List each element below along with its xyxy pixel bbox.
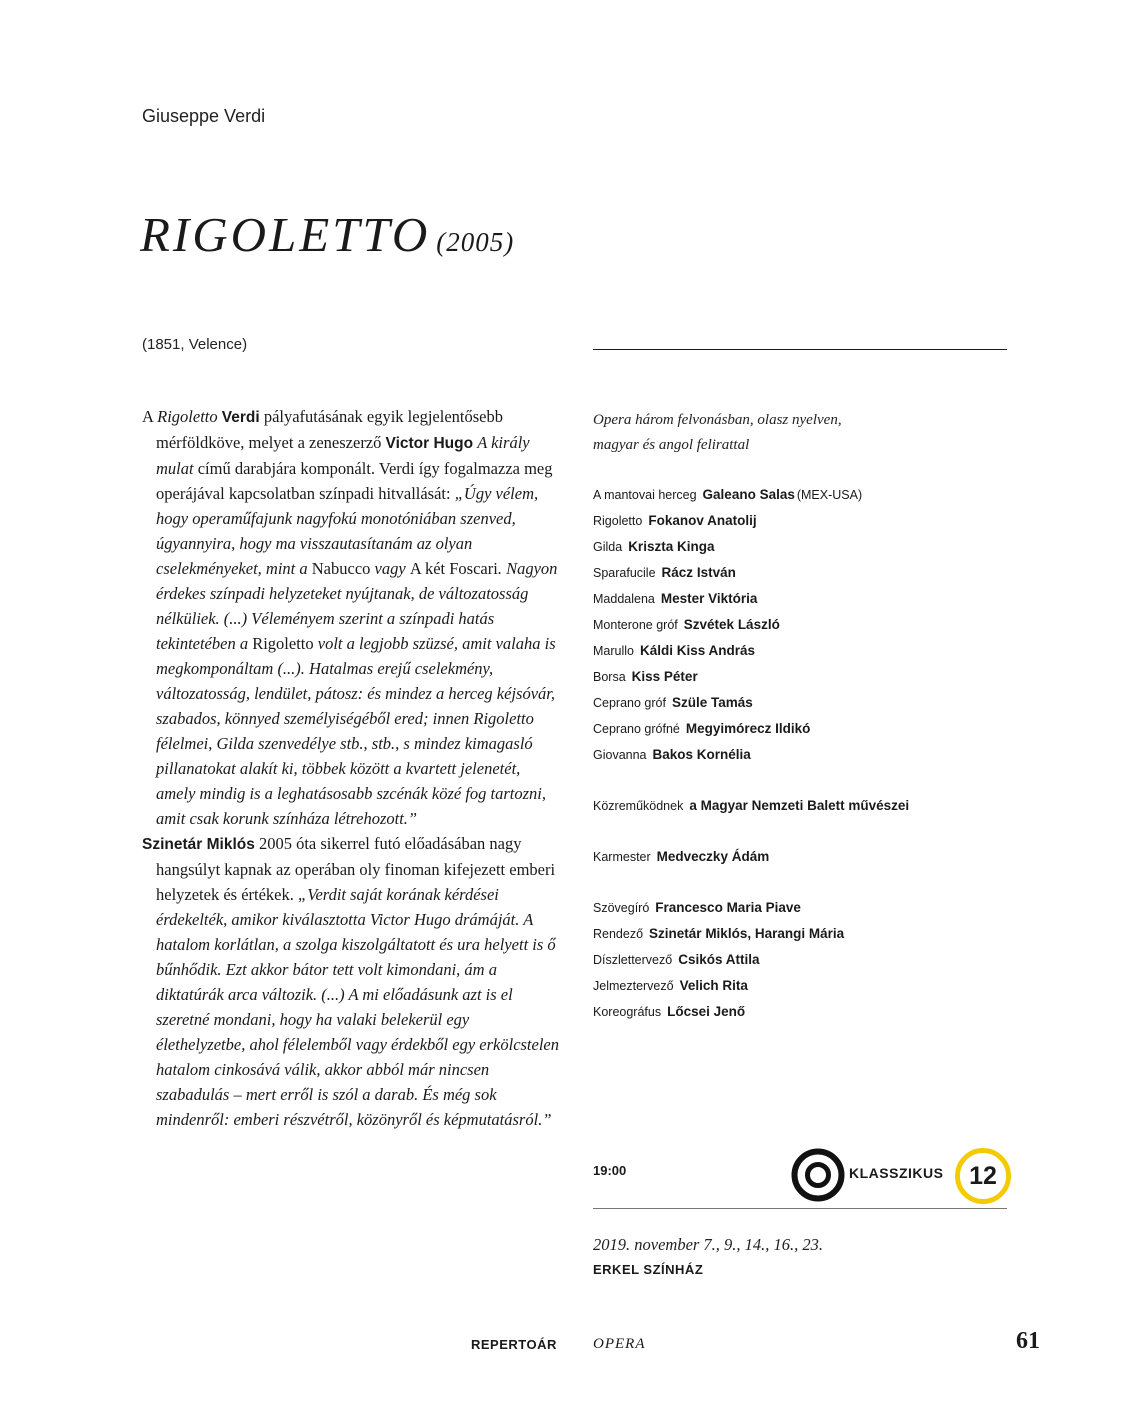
performance-dates: 2019. november 7., 9., 14., 16., 23. [593,1235,824,1254]
cast-row: Ceprano grófné Megyimórecz Ildikó [593,721,811,736]
cast-row: Ceprano gróf Szüle Tamás [593,695,753,710]
genre-line: Opera három felvonásban, olasz nyelven, [593,412,842,428]
cast-row: Giovanna Bakos Kornélia [593,747,751,762]
crew-row: Rendező Szinetár Miklós, Harangi Mária [593,926,845,941]
footer-section: REPERTOÁR [471,1337,557,1352]
divider-top [593,349,1007,350]
cast-list [593,482,1013,1025]
crew-row: Díszlettervező Csikós Attila [593,952,760,967]
divider-schedule [593,1208,1007,1209]
contributors-row: Közreműködnek a Magyar Nemzeti Balett művészei [593,798,910,813]
cast-row: A mantovai herceg Galeano Salas (MEX-USA) [593,487,863,502]
page-number: 61 [1016,1328,1040,1354]
title-year: (2005) [436,227,515,257]
cast-row: Gilda Kriszta Kinga [593,539,715,554]
footer-category: OPERA [593,1336,646,1352]
genre-info [593,408,1013,458]
cast-row: Sparafucile Rácz István [593,565,736,580]
title-text: RIGOLETTO [140,207,431,262]
article-body [142,404,560,1132]
crew-row: Koreográfus Lőcsei Jenő [593,1004,746,1019]
cast-row: Borsa Kiss Péter [593,669,698,684]
cast-row: Maddalena Mester Viktória [593,591,758,606]
show-time: 19:00 [593,1163,627,1178]
paragraph-production: Szinetár Miklós 2005 óta sikerrel futó előadásában nagy hangsúlyt kapnak az operában oly finoman kifejezett emberi helyzetek és értékek. „Verdit saját korának kérdései érdekelték, amikor kiválasztotta Victor Hugo drámáját. A hatalom korlátlan, a szolga kiszolgáltatott és ura helyett is ő bűnhődik. Ezt akkor bátor tett volt kimondani, ám a diktatúrák arca változik. (...) A mi előadásunk azt is el szeretné mondani, hogy ha valaki belekerül egy élethelyzetbe, ahol félelemből vagy érdekből egy erkölcstelen hatalom cinkosává válik, akkor abból már nincsen szabadulás – mert erről is szól a darab. És még sok mindenről: emberi részvétről, közönyről és képmutatásról.” [142,834,560,1129]
series-label: KLASSZIKUS [849,1165,944,1181]
cast-row: Rigoletto Fokanov Anatolij [593,513,757,528]
paragraph-intro: A Rigoletto Verdi pályafutásának egyik legjelentősebb mérföldköve, melyet a zeneszerző Victor Hugo A király mulat című darabjára komponált. Verdi így fogalmazza meg operájával kapcsolatban színpadi hitvallását: „Úgy vélem, hogy operaműfajunk nagyfokú monotóniában szenved, úgyannyira, hogy ma visszautasítanám az olyan cselekményeket, mint a Nabucco vagy A két Foscari. Nagyon érdekes színpadi helyzeteket nyújtanak, de változatosság nélküliek. (...) Véleményem szerint a színpadi hatás tekintetében a Rigoletto volt a legjobb szüzsé, amit valaha is megkomponáltam (...). Hatalmas erejű cselekmény, változatosság, lendület, pátosz: és mindez a herceg kéjsóvár, szabados, könnyed személyiségéből ered; innen Rigoletto félelmei, Gilda szenvedélye stb., stb., s mindez kimagasló pillanatokat alakít ki, többek között a kvartett jelenetét, amely mindig is a leghatásosabb szcénák közé fog tartozni, amit csak korunk színháza létrehozott.” [142,407,558,828]
genre-line: magyar és angol felirattal [593,437,750,453]
composer-name: Giuseppe Verdi [142,106,266,126]
age-rating-badge: 12 [955,1148,1011,1204]
cast-row: Monterone gróf Szvétek László [593,617,780,632]
venue: ERKEL SZÍNHÁZ [593,1262,704,1277]
conductor-row: Karmester Medveczky Ádám [593,849,770,864]
premiere-info: (1851, Velence) [142,336,248,353]
page-title [140,206,514,263]
cast-row: Marullo Káldi Kiss András [593,643,756,658]
crew-row: Szövegíró Francesco Maria Piave [593,900,801,915]
circle-target-icon [790,1147,846,1203]
crew-row: Jelmeztervező Velich Rita [593,978,748,993]
